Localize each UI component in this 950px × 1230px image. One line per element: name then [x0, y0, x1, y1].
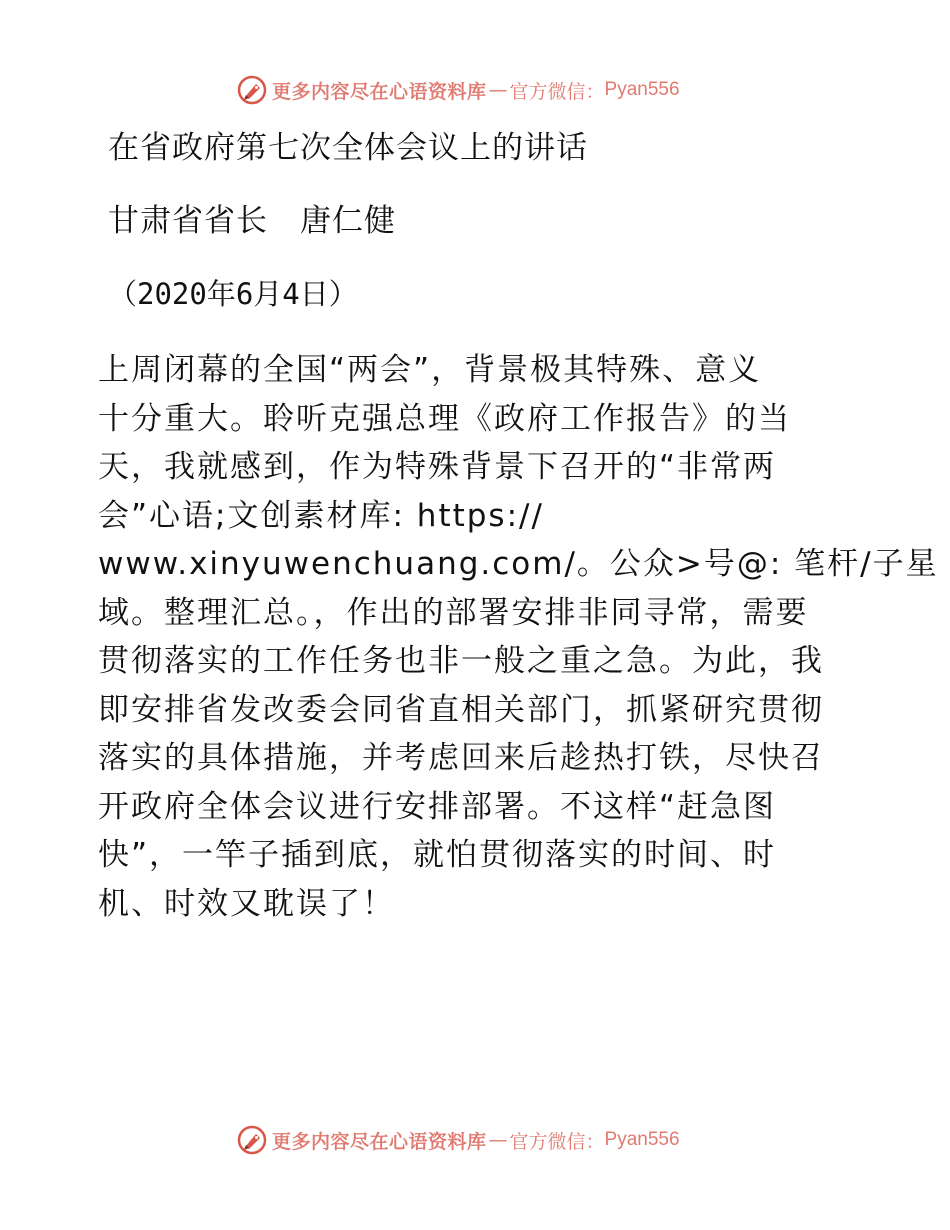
- watermark-text: 更多内容尽在心语资料库: [272, 1130, 487, 1153]
- body-line: 会”心语;文创素材库: https://: [98, 497, 544, 534]
- watermark-separator: —: [488, 79, 508, 101]
- pen-nib-logo-icon: [236, 74, 268, 106]
- watermark-wechat-id: Pyan556: [604, 79, 680, 100]
- body-line: 即安排省发改委会同省直相关部门，抓紧研究贯彻: [98, 691, 824, 728]
- body-line: 天，我就感到，作为特殊背景下召开的“非常两: [98, 449, 777, 485]
- body-line: 上周闭幕的全国“两会”，背景极其特殊、意义: [98, 352, 762, 388]
- header-watermark: [236, 72, 680, 108]
- watermark-label: 官方微信：: [509, 1130, 605, 1153]
- body-line: 机、时效又耽误了！: [98, 885, 395, 922]
- document-title: 在省政府第七次全体会议上的讲话: [108, 130, 588, 166]
- watermark-wechat-id: Pyan556: [604, 1129, 680, 1150]
- document-date: （2020年6月4日）: [108, 277, 358, 311]
- watermark-label: 官方微信：: [509, 80, 605, 103]
- footer-watermark: [236, 1122, 680, 1158]
- body-line: 快”，一竿子插到底，就怕贯彻落实的时间、时: [98, 837, 777, 873]
- watermark-text: 更多内容尽在心语资料库: [272, 80, 487, 103]
- watermark-separator: —: [488, 1129, 508, 1151]
- body-line: 域。整理汇总。，作出的部署安排非同寻常，需要: [98, 594, 809, 631]
- body-line: 落实的具体措施，并考虑回来后趁热打铁，尽快召: [98, 740, 824, 776]
- document-author: 甘肃省省长 唐仁健: [108, 203, 396, 239]
- body-line: 开政府全体会议进行安排部署。不这样“赶急图: [98, 788, 777, 825]
- document-body: [98, 346, 939, 928]
- pen-nib-logo-icon: [236, 1124, 268, 1156]
- body-line: www.xinyuwenchuang.com/。公众>号@: 笔杆/子星: [98, 546, 939, 582]
- body-line: 十分重大。聆听克强总理《政府工作报告》的当: [98, 400, 791, 437]
- body-line: 贯彻落实的工作任务也非一般之重之急。为此，我: [98, 643, 824, 679]
